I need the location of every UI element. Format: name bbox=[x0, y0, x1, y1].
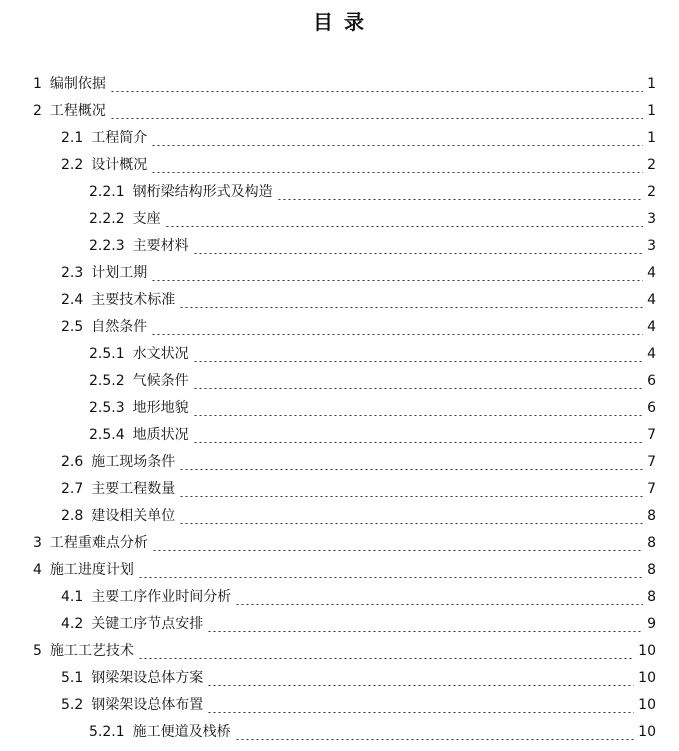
toc-entry-number: 2.1 bbox=[61, 130, 84, 146]
toc-entry-label: 计划工期 bbox=[91, 265, 148, 281]
toc-entry-label: 编制依据 bbox=[49, 76, 106, 92]
toc-entry[interactable] bbox=[0, 692, 679, 719]
toc-entry-label: 主要材料 bbox=[132, 238, 189, 254]
toc-dot-leader bbox=[207, 685, 634, 686]
toc-entry-label: 支座 bbox=[132, 211, 161, 227]
toc-entry-page-number: 8 bbox=[647, 508, 656, 524]
toc-entry-page-number: 6 bbox=[647, 373, 656, 389]
toc-entry-page-number: 10 bbox=[638, 697, 656, 713]
toc-entry-page-number: 4 bbox=[647, 292, 656, 308]
toc-entry-page-number: 4 bbox=[647, 319, 656, 335]
toc-dot-leader bbox=[235, 604, 643, 605]
toc-entry-page-number: 8 bbox=[647, 535, 656, 551]
toc-entry-page-number: 1 bbox=[647, 130, 656, 146]
toc-dot-leader bbox=[193, 415, 643, 416]
toc-entry[interactable] bbox=[0, 287, 679, 314]
toc-dot-leader bbox=[193, 361, 643, 362]
toc-entry[interactable] bbox=[0, 125, 679, 152]
toc-dot-leader bbox=[110, 118, 643, 119]
toc-dot-leader bbox=[207, 712, 634, 713]
toc-list bbox=[0, 71, 679, 746]
toc-entry-number: 5 bbox=[33, 643, 42, 659]
toc-entry-number: 2.5.1 bbox=[89, 346, 125, 362]
toc-entry-number: 2.3 bbox=[61, 265, 84, 281]
toc-entry-number: 2.5.4 bbox=[89, 427, 125, 443]
toc-entry-number: 3 bbox=[33, 535, 42, 551]
toc-entry[interactable] bbox=[0, 179, 679, 206]
toc-dot-leader bbox=[151, 172, 643, 173]
toc-entry-label: 自然条件 bbox=[91, 319, 148, 335]
toc-entry-label: 施工便道及栈桥 bbox=[132, 724, 231, 740]
toc-entry-label: 主要技术标准 bbox=[91, 292, 176, 308]
toc-entry-label: 建设相关单位 bbox=[91, 508, 176, 524]
toc-entry-label: 气候条件 bbox=[132, 373, 189, 389]
toc-entry-label: 地形地貌 bbox=[132, 400, 189, 416]
toc-entry-page-number: 1 bbox=[647, 76, 656, 92]
toc-entry-page-number: 7 bbox=[647, 454, 656, 470]
toc-entry[interactable] bbox=[0, 476, 679, 503]
toc-entry-page-number: 2 bbox=[647, 157, 656, 173]
toc-dot-leader bbox=[151, 334, 643, 335]
toc-entry-page-number: 3 bbox=[647, 238, 656, 254]
toc-dot-leader bbox=[235, 739, 635, 740]
toc-entry[interactable] bbox=[0, 368, 679, 395]
toc-entry-page-number: 10 bbox=[638, 643, 656, 659]
toc-entry-label: 主要工序作业时间分析 bbox=[91, 589, 232, 605]
toc-dot-leader bbox=[152, 550, 643, 551]
toc-entry-label: 工程重难点分析 bbox=[49, 535, 148, 551]
toc-entry[interactable] bbox=[0, 152, 679, 179]
toc-entry-page-number: 10 bbox=[638, 724, 656, 740]
toc-dot-leader bbox=[165, 226, 643, 227]
toc-entry-page-number: 10 bbox=[638, 670, 656, 686]
toc-entry-number: 2.6 bbox=[61, 454, 84, 470]
toc-dot-leader bbox=[179, 496, 643, 497]
toc-dot-leader bbox=[138, 577, 643, 578]
toc-entry-page-number: 8 bbox=[647, 562, 656, 578]
toc-entry-number: 2.7 bbox=[61, 481, 84, 497]
toc-entry-label: 钢梁架设总体布置 bbox=[91, 697, 204, 713]
toc-title: 目 录 bbox=[313, 10, 366, 34]
toc-entry-label: 钢梁架设总体方案 bbox=[91, 670, 204, 686]
toc-entry[interactable] bbox=[0, 206, 679, 233]
toc-dot-leader bbox=[193, 253, 643, 254]
toc-dot-leader bbox=[151, 280, 643, 281]
toc-dot-leader bbox=[179, 307, 643, 308]
toc-entry-label: 关键工序节点安排 bbox=[91, 616, 204, 632]
toc-entry-number: 5.1 bbox=[61, 670, 84, 686]
toc-entry-page-number: 7 bbox=[647, 427, 656, 443]
toc-entry[interactable] bbox=[0, 665, 679, 692]
toc-entry-number: 2.8 bbox=[61, 508, 84, 524]
toc-entry-number: 5.2 bbox=[61, 697, 84, 713]
toc-entry-label: 施工进度计划 bbox=[49, 562, 134, 578]
toc-dot-leader bbox=[179, 469, 643, 470]
toc-entry-page-number: 2 bbox=[647, 184, 656, 200]
toc-dot-leader bbox=[207, 631, 643, 632]
toc-entry-page-number: 1 bbox=[647, 103, 656, 119]
toc-entry-page-number: 7 bbox=[647, 481, 656, 497]
toc-entry-number: 4 bbox=[33, 562, 42, 578]
toc-entry[interactable] bbox=[0, 611, 679, 638]
toc-entry-label: 地质状况 bbox=[132, 427, 189, 443]
toc-entry-number: 2.5.2 bbox=[89, 373, 125, 389]
toc-entry[interactable] bbox=[0, 638, 679, 665]
toc-dot-leader bbox=[138, 658, 634, 659]
toc-entry[interactable] bbox=[0, 449, 679, 476]
toc-entry-number: 4.2 bbox=[61, 616, 84, 632]
toc-entry[interactable] bbox=[0, 395, 679, 422]
toc-dot-leader bbox=[110, 91, 643, 92]
toc-dot-leader bbox=[277, 199, 643, 200]
toc-entry-label: 设计概况 bbox=[91, 157, 148, 173]
toc-entry-number: 1 bbox=[33, 76, 42, 92]
toc-entry-number: 2.5.3 bbox=[89, 400, 125, 416]
toc-dot-leader bbox=[179, 523, 643, 524]
toc-entry-page-number: 4 bbox=[647, 265, 656, 281]
toc-entry-page-number: 4 bbox=[647, 346, 656, 362]
toc-dot-leader bbox=[193, 388, 643, 389]
toc-dot-leader bbox=[193, 442, 643, 443]
toc-entry-page-number: 3 bbox=[647, 211, 656, 227]
toc-entry[interactable] bbox=[0, 314, 679, 341]
toc-entry-label: 钢桁梁结构形式及构造 bbox=[132, 184, 273, 200]
toc-entry-label: 工程概况 bbox=[49, 103, 106, 119]
toc-entry-label: 施工现场条件 bbox=[91, 454, 176, 470]
toc-entry-number: 2.4 bbox=[61, 292, 84, 308]
toc-entry-number: 5.2.1 bbox=[89, 724, 125, 740]
toc-entry-label: 工程简介 bbox=[91, 130, 148, 146]
toc-entry-label: 施工工艺技术 bbox=[49, 643, 134, 659]
toc-dot-leader bbox=[151, 145, 643, 146]
toc-entry-number: 2.2.3 bbox=[89, 238, 125, 254]
toc-entry[interactable] bbox=[0, 557, 679, 584]
toc-entry-number: 2.2 bbox=[61, 157, 84, 173]
toc-entry-number: 2.2.2 bbox=[89, 211, 125, 227]
toc-entry[interactable] bbox=[0, 98, 679, 125]
toc-entry[interactable] bbox=[0, 584, 679, 611]
toc-entry-label: 水文状况 bbox=[132, 346, 189, 362]
toc-entry-number: 4.1 bbox=[61, 589, 84, 605]
toc-entry[interactable] bbox=[0, 719, 679, 746]
toc-entry-page-number: 6 bbox=[647, 400, 656, 416]
toc-entry-label: 主要工程数量 bbox=[91, 481, 176, 497]
toc-entry-page-number: 8 bbox=[647, 589, 656, 605]
toc-entry[interactable] bbox=[0, 503, 679, 530]
toc-entry-number: 2 bbox=[33, 103, 42, 119]
toc-entry[interactable] bbox=[0, 71, 679, 98]
toc-entry[interactable] bbox=[0, 260, 679, 287]
toc-entry[interactable] bbox=[0, 422, 679, 449]
toc-entry[interactable] bbox=[0, 341, 679, 368]
toc-entry[interactable] bbox=[0, 233, 679, 260]
toc-entry-page-number: 9 bbox=[647, 616, 656, 632]
toc-entry-number: 2.5 bbox=[61, 319, 84, 335]
toc-entry-number: 2.2.1 bbox=[89, 184, 125, 200]
toc-entry[interactable] bbox=[0, 530, 679, 557]
